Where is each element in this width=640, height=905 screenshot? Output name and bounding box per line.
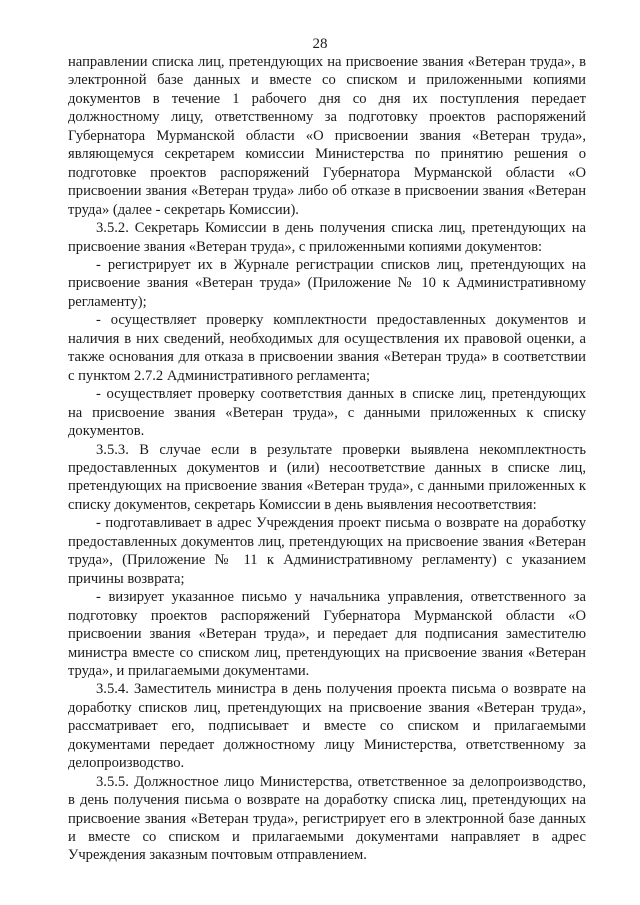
paragraph-3-5-4: 3.5.4. Заместитель министра в день получения проекта письма о возврате на доработку списков лиц, претендующих на присвоение звания «Ветеран труда», рассматривает его, подписывает и вместе со списком и прилагаемыми документами передает должностному лицу Министерства, ответственному за делопроизводство. — [68, 681, 586, 772]
list-item-register: - регистрирует их в Журнале регистрации списков лиц, претендующих на присвоение звания «Ветеран труда» (Приложение № 10 к Административному регламенту); — [68, 256, 586, 310]
paragraph-3-5-3: 3.5.3. В случае если в результате проверки выявлена некомплектность предоставленных документов и (или) несоответствие данных в списке лиц, претендующих на присвоение звания «Ветеран труда», с данными приложенных к списку документов, секретарь Комиссии в день выявления несоответствия: — [68, 441, 586, 513]
paragraph-3-5-2: 3.5.2. Секретарь Комиссии в день получения списка лиц, претендующих на присвоение звания «Ветеран труда», с приложенными копиями документов: — [68, 220, 586, 255]
list-item-endorse-letter: - визирует указанное письмо у начальника управления, ответственного за подготовку проектов распоряжений Губернатора Мурманской области «О присвоении звания «Ветеран труда», и передает для подписания заместителю министра вместе со списком лиц, претендующих на присвоение звания «Ветеран труда», и прилагаемыми документами. — [68, 589, 586, 679]
paragraph-continuation: направлении списка лиц, претендующих на присвоение звания «Ветеран труда», в электронной базе данных и вместе со списком и приложенными копиями документов в течение 1 рабочего дня со дня их поступления передает должностному лицу, ответственному за подготовку проектов распоряжений Губернатора Мурманской области «О присвоении звания «Ветеран труда», являющемуся секретарем комиссии Министерства по принятию решения о подготовке проектов распоряжений Губернатора Мурманской области «О присвоении звания «Ветеран труда» либо об отказе в присвоении звания «Ветеран труда» (далее - секретарь Комиссии). — [68, 54, 586, 218]
list-item-prepare-letter: - подготавливает в адрес Учреждения проект письма о возврате на доработку предоставленных документов лиц, претендующих на присвоение звания «Ветеран труда», (Приложение № 11 к Административному регламенту) с указанием причины возврата; — [68, 515, 586, 587]
document-body — [68, 53, 586, 865]
list-item-check-completeness: - осуществляет проверку комплектности предоставленных документов и наличия в них сведений, необходимых для осуществления их правовой оценки, а также основания для отказа в присвоении звания «Ветеран труда» в соответствии с пунктом 2.7.2 Административного регламента; — [68, 312, 586, 384]
paragraph-3-5-5: 3.5.5. Должностное лицо Министерства, ответственное за делопроизводство, в день получения письма о возврате на доработку списка лиц, претендующих на присвоение звания «Ветеран труда», регистрирует его в электронной базе данных и вместе со списком и прилагаемыми документами направляет в адрес Учреждения заказным почтовым отправлением. — [68, 773, 586, 864]
page-number: 28 — [312, 36, 328, 52]
list-item-check-conformity: - осуществляет проверку соответствия данных в списке лиц, претендующих на присвоение звания «Ветеран труда», с данными приложенных к списку документов. — [68, 386, 586, 440]
